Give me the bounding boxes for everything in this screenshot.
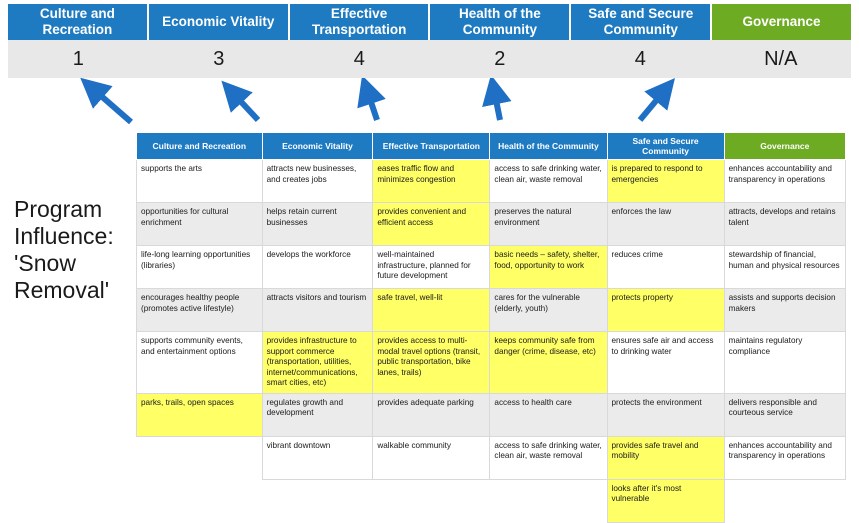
score-safe-and-secure-community: 4	[634, 47, 646, 70]
matrix-cell: encourages healthy people (promotes active lifestyle)	[137, 289, 263, 332]
matrix-cell: walkable community	[373, 436, 490, 479]
matrix-cell: enhances accountability and transparency in operations	[724, 160, 845, 203]
matrix-cell: ensures safe air and access to drinking water	[607, 332, 724, 394]
matrix-header-effective-transportation: Effective Transportation	[373, 133, 490, 160]
matrix-cell-empty	[137, 436, 263, 479]
matrix-cell: life-long learning opportunities (libraries)	[137, 246, 263, 289]
score-governance: N/A	[764, 47, 798, 70]
matrix-cell: attracts, develops and retains talent	[724, 203, 845, 246]
pillar-header-safe-and-secure-community: Safe and Secure Community	[571, 4, 712, 40]
pillar-header-governance: Governance	[712, 4, 851, 40]
table-row	[137, 436, 846, 479]
arrow-5	[640, 90, 665, 120]
matrix-cell: attracts new businesses, and creates jobs	[262, 160, 373, 203]
matrix-header-governance: Governance	[724, 133, 845, 160]
page-title: Program Influence: 'Snow Removal'	[14, 196, 114, 304]
matrix-cell: develops the workforce	[262, 246, 373, 289]
matrix-header-economic-vitality: Economic Vitality	[262, 133, 373, 160]
matrix-cell-empty	[490, 479, 607, 522]
matrix-cell: cares for the vulnerable (elderly, youth)	[490, 289, 607, 332]
table-row	[137, 203, 846, 246]
matrix-cell: provides access to multi-modal travel options (transit, public transportation, bike lanes, trails)	[373, 332, 490, 394]
matrix-cell: opportunities for cultural enrichment	[137, 203, 263, 246]
matrix-cell: attracts visitors and tourism	[262, 289, 373, 332]
table-row	[137, 393, 846, 436]
score-culture-and-recreation: 1	[72, 47, 84, 70]
matrix-cell-empty	[373, 479, 490, 522]
matrix-cell: stewardship of financial, human and physical resources	[724, 246, 845, 289]
matrix-cell: preserves the natural environment	[490, 203, 607, 246]
matrix-cell-empty	[262, 479, 373, 522]
matrix-cell: enforces the law	[607, 203, 724, 246]
matrix-cell: reduces crime	[607, 246, 724, 289]
matrix-cell: supports community events, and entertainment options	[137, 332, 263, 394]
pillar-header-health-of-the-community: Health of the Community	[430, 4, 571, 40]
matrix-header-safe-and-secure-community: Safe and Secure Community	[607, 133, 724, 160]
matrix-cell: provides convenient and efficient access	[373, 203, 490, 246]
table-row	[137, 332, 846, 394]
matrix-cell: safe travel, well-lit	[373, 289, 490, 332]
table-row	[137, 289, 846, 332]
arrow-1	[92, 88, 131, 122]
matrix-header-culture-and-recreation: Culture and Recreation	[137, 133, 263, 160]
matrix-cell: assists and supports decision makers	[724, 289, 845, 332]
matrix-cell-empty	[724, 479, 845, 522]
matrix-cell: protects property	[607, 289, 724, 332]
score-health-of-the-community: 2	[494, 47, 506, 70]
pillar-header-effective-transportation: Effective Transportation	[290, 4, 431, 40]
matrix-cell: access to health care	[490, 393, 607, 436]
matrix-cell: provides adequate parking	[373, 393, 490, 436]
arrow-2	[232, 92, 258, 120]
matrix-cell: regulates growth and development	[262, 393, 373, 436]
matrix-cell: maintains regulatory compliance	[724, 332, 845, 394]
table-row	[137, 160, 846, 203]
arrow-4	[494, 90, 500, 120]
matrix-cell: provides safe travel and mobility	[607, 436, 724, 479]
score-effective-transportation: 4	[353, 47, 365, 70]
matrix-cell: access to safe drinking water, clean air, waste removal	[490, 160, 607, 203]
influence-matrix	[136, 132, 846, 523]
table-row	[137, 246, 846, 289]
matrix-cell: enhances accountability and transparency in operations	[724, 436, 845, 479]
matrix-cell: parks, trails, open spaces	[137, 393, 263, 436]
matrix-header-health-of-the-community: Health of the Community	[490, 133, 607, 160]
matrix-cell: vibrant downtown	[262, 436, 373, 479]
matrix-cell: keeps community safe from danger (crime, disease, etc)	[490, 332, 607, 394]
matrix-cell: looks after it's most vulnerable	[607, 479, 724, 522]
matrix-cell: basic needs – safety, shelter, food, opportunity to work	[490, 246, 607, 289]
table-row	[137, 479, 846, 522]
matrix-cell-empty	[137, 479, 263, 522]
matrix-cell: delivers responsible and courteous service	[724, 393, 845, 436]
pillar-header-economic-vitality: Economic Vitality	[149, 4, 290, 40]
matrix-cell: provides infrastructure to support commerce (transportation, utilities, internet/communications, smart cities, etc)	[262, 332, 373, 394]
matrix-cell: eases traffic flow and minimizes congestion	[373, 160, 490, 203]
matrix-header-row	[137, 133, 846, 160]
matrix-cell: access to safe drinking water, clean air, waste removal	[490, 436, 607, 479]
matrix-cell: well-maintained infrastructure, planned for future development	[373, 246, 490, 289]
matrix-cell: protects the environment	[607, 393, 724, 436]
matrix-cell: supports the arts	[137, 160, 263, 203]
matrix-cell: is prepared to respond to emergencies	[607, 160, 724, 203]
score-economic-vitality: 3	[213, 47, 225, 70]
arrow-group	[0, 78, 859, 132]
pillar-header-culture-and-recreation: Culture and Recreation	[8, 4, 149, 40]
matrix-cell: helps retain current businesses	[262, 203, 373, 246]
score-band	[8, 40, 851, 78]
arrow-3	[367, 90, 377, 120]
pillar-header-band	[8, 4, 851, 40]
